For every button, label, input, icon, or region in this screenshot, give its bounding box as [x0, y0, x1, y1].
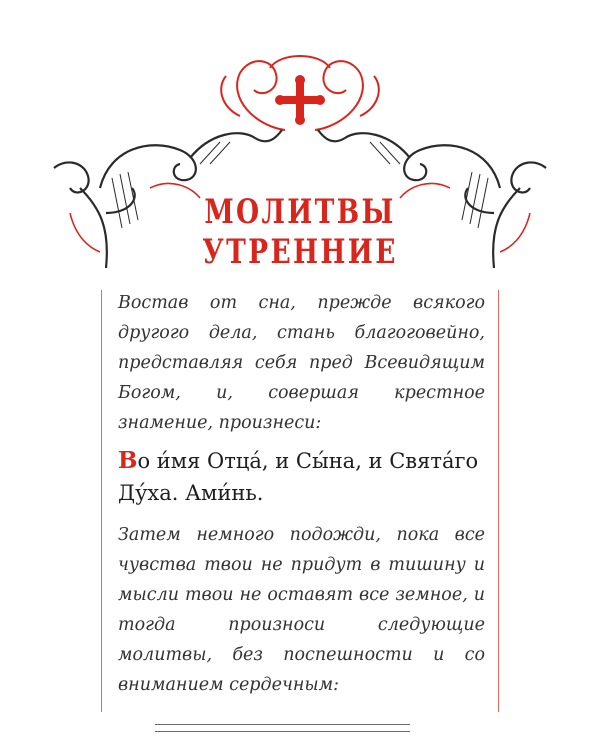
intro-instruction: Востав от сна, прежде всякого другого дела, стань благоговейно, представляя себя пред Всевидящим Богом, и, совершая крестное знамение, произнеси:	[118, 293, 485, 433]
right-border-line	[498, 290, 499, 712]
bottom-divider	[155, 731, 410, 732]
prayer-text	[118, 445, 498, 509]
page-title: МОЛИТВЫ УТРЕННИЕ	[202, 192, 398, 272]
cross-icon	[275, 75, 325, 125]
bottom-divider	[155, 724, 410, 725]
after-instruction: Затем немного подожди, пока все чувства твои не придут в тишину и мысли твои не оставят все земное, и тогда произноси следующие молитвы, без поспешности и со вниманием сердечным:	[118, 525, 485, 695]
left-border-line	[101, 290, 102, 712]
prayer-body: о и́мя Отца́, и Сы́на, и Свята́го Ду́ха. Ами́нь.	[118, 449, 479, 505]
prayer-initial: В	[118, 447, 138, 474]
